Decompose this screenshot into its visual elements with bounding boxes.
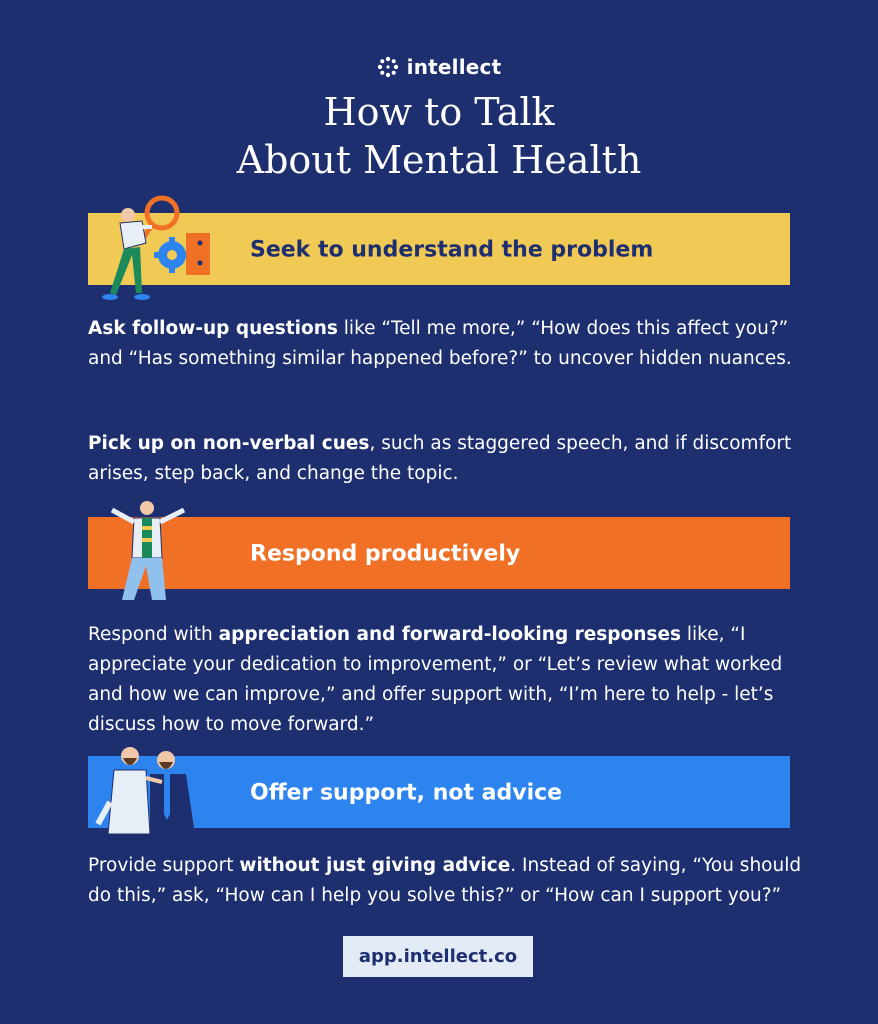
title-line-2: About Mental Health: [236, 138, 642, 182]
paragraph-respond: [88, 620, 808, 740]
emphasis: Ask follow-up questions: [88, 318, 338, 339]
paragraph-follow-up: [88, 314, 808, 374]
paragraph-support: [88, 851, 808, 911]
paragraph-text: like, “I appreciate your dedication to improvement,” or “Let’s review what worked and how we can improve,” and offer support with, “I’m here to help - let’s discuss how to move forward.”: [88, 624, 783, 735]
page-title: [0, 88, 878, 184]
title-line-1: How to Talk: [323, 90, 555, 134]
emphasis: Pick up on non-verbal cues: [88, 433, 370, 454]
paragraph-prefix: Respond with: [88, 624, 219, 645]
section-heading: Seek to understand the problem: [250, 237, 654, 263]
brand-logo: [0, 55, 878, 79]
paragraph-text: , such as staggered speech, and if discomfort arises, step back, and change the topic.: [88, 433, 792, 484]
paragraph-text: like “Tell me more,” “How does this affect you?” and “Has something similar happened before?” to uncover hidden nuances.: [88, 318, 792, 369]
two-people-illustration: [90, 742, 210, 842]
asterisk-logo-icon: [377, 56, 399, 78]
paragraph-text: . Instead of saying, “You should do this,” ask, “How can I help you solve this?” or “How can I support you?”: [88, 855, 802, 906]
brand-name: intellect: [406, 55, 502, 79]
paragraph-non-verbal: [88, 429, 808, 489]
website-link[interactable]: app.intellect.co: [343, 936, 533, 977]
section-heading: Respond productively: [250, 541, 521, 567]
emphasis: appreciation and forward-looking responses: [218, 624, 682, 645]
paragraph-prefix: Provide support: [88, 855, 240, 876]
section-heading: Offer support, not advice: [250, 780, 563, 806]
emphasis: without just giving advice: [239, 855, 511, 876]
person-shrugging-illustration: [100, 496, 200, 614]
person-magnifier-illustration: [80, 193, 220, 308]
